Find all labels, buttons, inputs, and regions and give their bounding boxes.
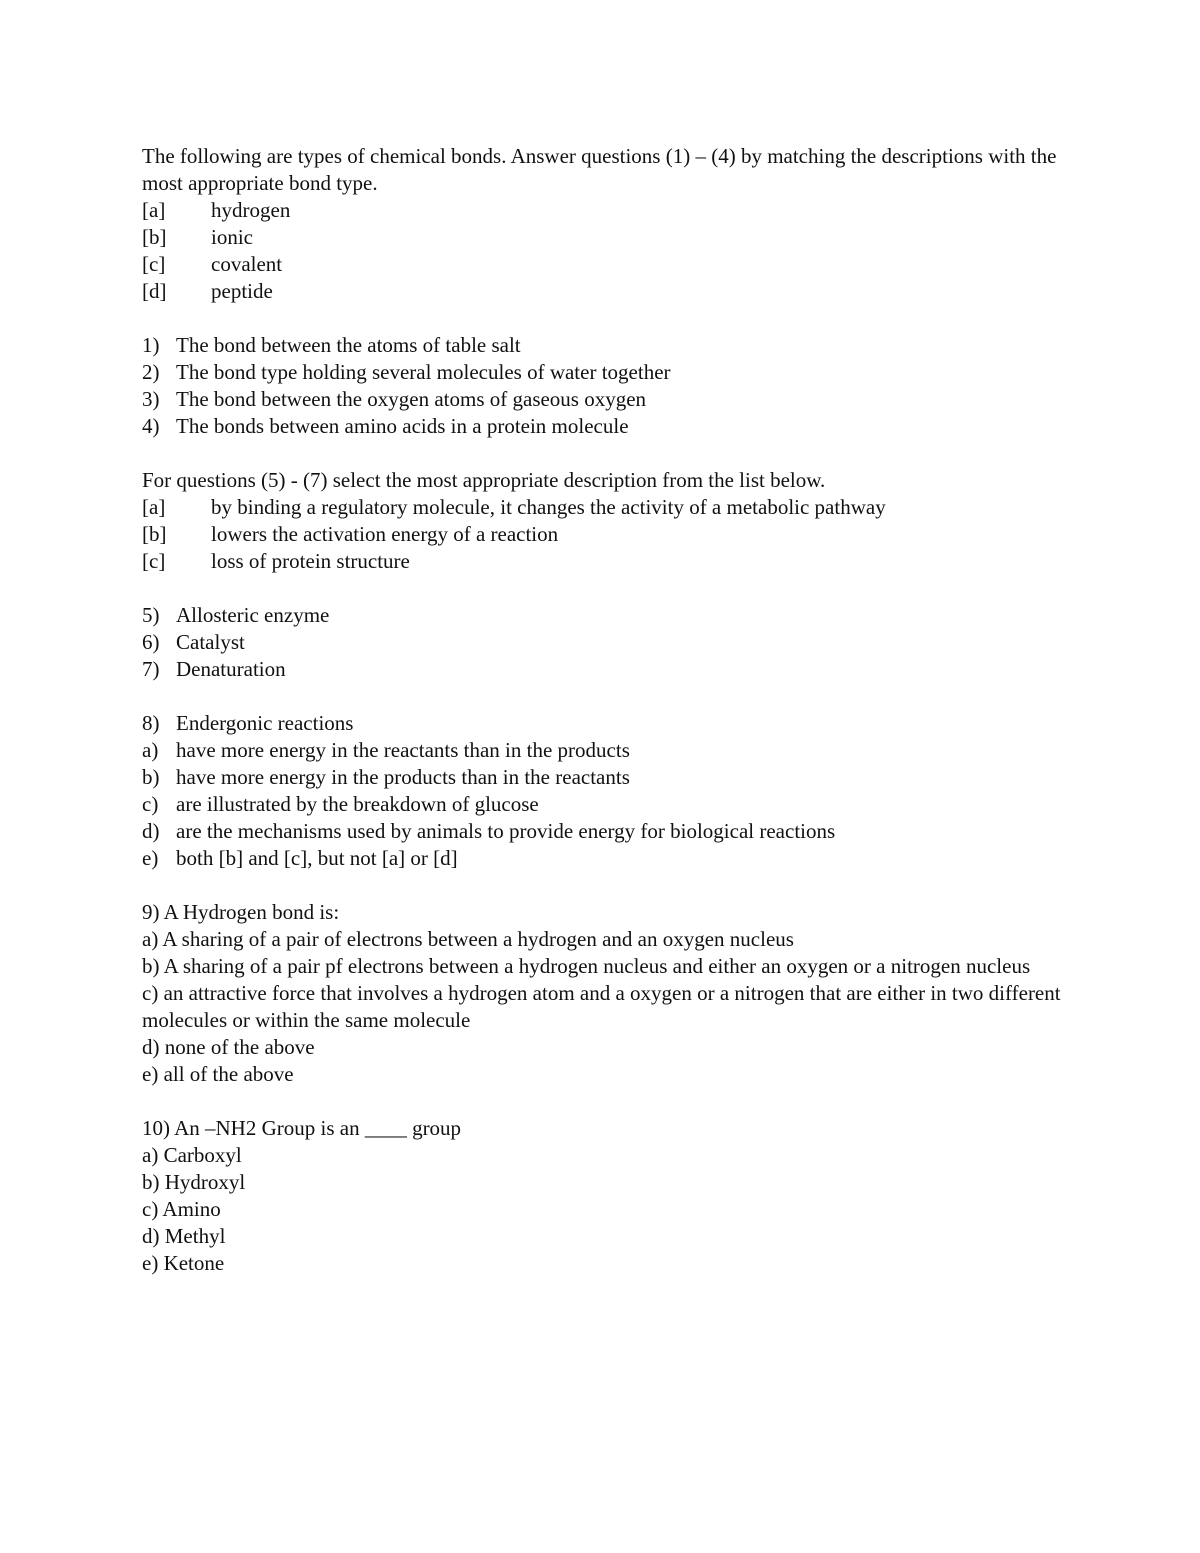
- question-number: 3): [142, 387, 160, 411]
- question-item: [142, 656, 1062, 683]
- bond-option: [142, 224, 1062, 251]
- question-item: [142, 413, 1062, 440]
- choice-item: [142, 737, 1062, 764]
- bond-option: [142, 251, 1062, 278]
- question-number: 7): [142, 657, 160, 681]
- choice-text: are the mechanisms used by animals to provide energy for biological reactions: [176, 819, 836, 843]
- choice-item: b) Hydroxyl: [142, 1170, 246, 1194]
- question-text: The bond between the atoms of table salt: [176, 333, 521, 357]
- choice-key: b): [142, 765, 160, 789]
- question-item: [142, 332, 1062, 359]
- option-text: lowers the activation energy of a reaction: [211, 522, 559, 546]
- bond-option: [142, 278, 1062, 305]
- choice-item: d) Methyl: [142, 1224, 226, 1248]
- option-text: ionic: [211, 225, 253, 249]
- option-text: hydrogen: [211, 198, 291, 222]
- question-item: [142, 359, 1062, 386]
- option-key: [c]: [142, 549, 166, 573]
- option-text: peptide: [211, 279, 273, 303]
- choice-item: d) none of the above: [142, 1035, 315, 1059]
- choice-item: [142, 764, 1062, 791]
- question-number: 1): [142, 333, 160, 357]
- choice-text: have more energy in the products than in the reactants: [176, 765, 630, 789]
- choice-key: c): [142, 792, 159, 816]
- question-item: [142, 629, 1062, 656]
- choice-key: d): [142, 819, 160, 843]
- option-key: [b]: [142, 522, 167, 546]
- choice-item: c) Amino: [142, 1197, 221, 1221]
- choice-item: c) an attractive force that involves a hydrogen atom and a oxygen or a nitrogen that are either in two different molecules or within the same molecule: [142, 981, 1061, 1032]
- bond-option: [142, 197, 1062, 224]
- choice-item: [142, 845, 1062, 872]
- option-key: [b]: [142, 225, 167, 249]
- question-text: Endergonic reactions: [176, 711, 354, 735]
- question-text: Denaturation: [176, 657, 286, 681]
- choice-key: e): [142, 846, 159, 870]
- choice-key: a): [142, 738, 159, 762]
- section1-intro: The following are types of chemical bonds. Answer questions (1) – (4) by matching the descriptions with the most appropriate bond type.: [142, 144, 1057, 195]
- question-number: 8): [142, 711, 160, 735]
- option-key: [d]: [142, 279, 167, 303]
- question-10-stem: 10) An –NH2 Group is an ____ group: [142, 1116, 462, 1140]
- choice-item: a) Carboxyl: [142, 1143, 242, 1167]
- description-option: [142, 521, 1062, 548]
- choice-text: both [b] and [c], but not [a] or [d]: [176, 846, 458, 870]
- document-page: [142, 143, 1062, 1277]
- question-text: Catalyst: [176, 630, 245, 654]
- option-key: [c]: [142, 252, 166, 276]
- section2-intro: For questions (5) - (7) select the most appropriate description from the list below.: [142, 468, 826, 492]
- choice-item: e) Ketone: [142, 1251, 225, 1275]
- choice-item: [142, 791, 1062, 818]
- question-text: The bond between the oxygen atoms of gaseous oxygen: [176, 387, 647, 411]
- question-number: 5): [142, 603, 160, 627]
- question-text: Allosteric enzyme: [176, 603, 330, 627]
- question-number: 4): [142, 414, 160, 438]
- description-option: [142, 548, 1062, 575]
- choice-item: a) A sharing of a pair of electrons between a hydrogen and an oxygen nucleus: [142, 927, 794, 951]
- choice-text: have more energy in the reactants than in the products: [176, 738, 630, 762]
- choice-text: are illustrated by the breakdown of glucose: [176, 792, 539, 816]
- option-key: [a]: [142, 198, 166, 222]
- question-number: 2): [142, 360, 160, 384]
- option-text: loss of protein structure: [211, 549, 410, 573]
- choice-item: b) A sharing of a pair pf electrons between a hydrogen nucleus and either an oxygen or a nitrogen nucleus: [142, 954, 1031, 978]
- choice-item: [142, 818, 1062, 845]
- option-text: covalent: [211, 252, 283, 276]
- question-8-stem: [142, 710, 1062, 737]
- question-item: [142, 386, 1062, 413]
- question-number: 6): [142, 630, 160, 654]
- question-item: [142, 602, 1062, 629]
- question-text: The bonds between amino acids in a protein molecule: [176, 414, 629, 438]
- option-key: [a]: [142, 495, 166, 519]
- description-option: [142, 494, 1062, 521]
- choice-item: e) all of the above: [142, 1062, 294, 1086]
- question-text: The bond type holding several molecules of water together: [176, 360, 671, 384]
- question-9-stem: 9) A Hydrogen bond is:: [142, 900, 340, 924]
- option-text: by binding a regulatory molecule, it changes the activity of a metabolic pathway: [211, 495, 886, 519]
